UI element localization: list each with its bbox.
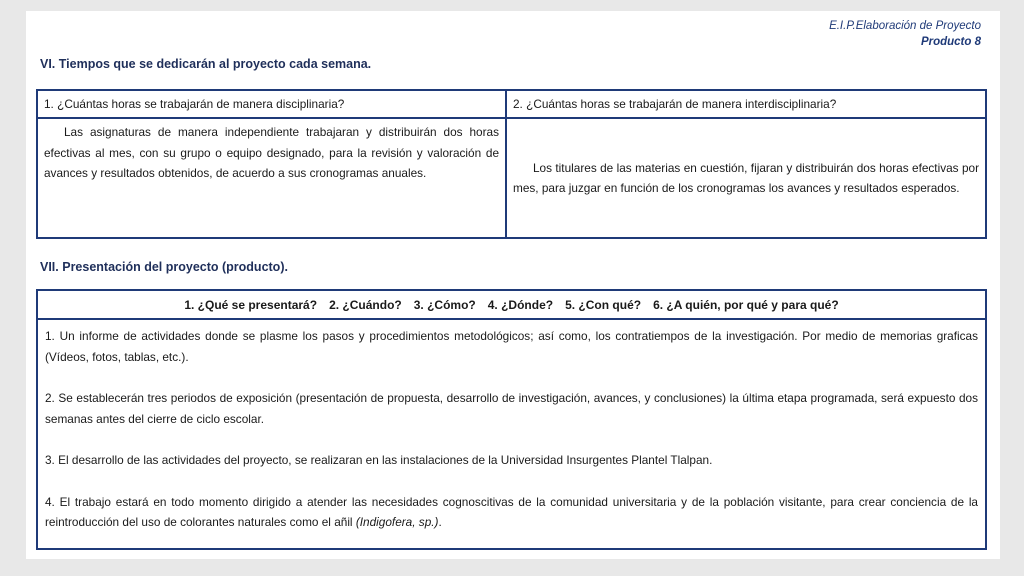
presentation-item-4-end: . bbox=[438, 515, 442, 529]
question-3: 3. ¿Cómo? bbox=[413, 297, 476, 312]
header-title: E.I.P.Elaboración de Proyecto bbox=[829, 20, 981, 32]
hours-table-header-disciplinary: 1. ¿Cuántas horas se trabajarán de manera disciplinaria? bbox=[38, 91, 507, 119]
presentation-item-4 bbox=[45, 492, 978, 533]
presentation-item-3: 3. El desarrollo de las actividades del proyecto, se realizaran en las instalaciones de la Universidad Insurgentes Plantel Tlalpan. bbox=[45, 453, 713, 467]
question-1: 1. ¿Qué se presentará? bbox=[184, 297, 318, 312]
questions-row bbox=[38, 291, 985, 320]
hours-table-cell-disciplinary: Las asignaturas de manera independiente trabajaran y distribuirán dos horas efectivas al mes, con su grupo o equipo designado, para la revisión y valoración de avances y resultados obtenidos, de acuerdo a sus cronogramas anuales. bbox=[38, 119, 507, 237]
header-product: Producto 8 bbox=[920, 36, 981, 48]
hours-table-header-interdisciplinary: 2. ¿Cuántas horas se trabajarán de manera interdisciplinaria? bbox=[507, 91, 985, 119]
question-5: 5. ¿Con qué? bbox=[565, 297, 642, 312]
presentation-items bbox=[38, 320, 985, 533]
hours-table-cell-interdisciplinary-wrap bbox=[507, 119, 985, 237]
question-4: 4. ¿Dónde? bbox=[487, 297, 554, 312]
question-6: 6. ¿A quién, por qué y para qué? bbox=[653, 297, 839, 312]
document-page bbox=[26, 11, 1000, 559]
hours-table-cell-interdisciplinary: Los titulares de las materias en cuestión, fijaran y distribuirán dos horas efectivas por mes, para juzgar en función de los cronogramas los avances y resultados esperados. bbox=[513, 160, 979, 195]
presentation-item-4-scientific-name: (Indigofera, sp.) bbox=[355, 515, 439, 529]
presentation-table bbox=[36, 289, 987, 550]
presentation-item-4-text: 4. El trabajo estará en todo momento dirigido a atender las necesidades cognoscitivas de la comunidad universitaria y de la población visitante, para crear conciencia de la reintroducción del uso de colorantes naturales como el añil bbox=[45, 494, 978, 529]
presentation-item-2: 2. Se establecerán tres periodos de exposición (presentación de propuesta, desarrollo de investigación, avances, y conclusiones) la última etapa programada, será expuesto dos semanas antes del cierre de ciclo escolar. bbox=[45, 391, 978, 426]
question-2: 2. ¿Cuándo? bbox=[329, 297, 402, 312]
hours-table bbox=[36, 89, 987, 239]
section-7-title: VII. Presentación del proyecto (producto). bbox=[40, 260, 288, 274]
presentation-item-1: 1. Un informe de actividades donde se plasme los pasos y procedimientos metodológicos; así como, los contratiempos de la investigación. Por medio de memorias graficas (Vídeos, fotos, tablas, etc.). bbox=[45, 329, 978, 364]
section-6-title: VI. Tiempos que se dedicarán al proyecto cada semana. bbox=[40, 57, 372, 71]
